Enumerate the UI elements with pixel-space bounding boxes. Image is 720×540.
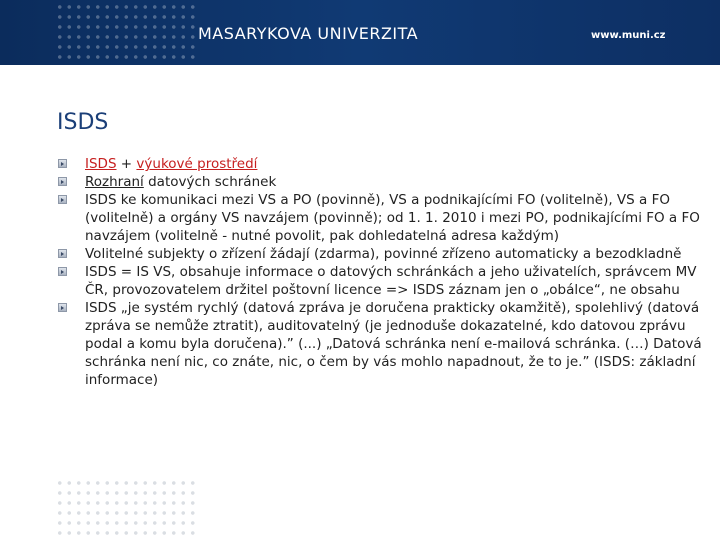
bullet-icon xyxy=(58,177,67,186)
bullet-icon xyxy=(58,249,67,258)
bullet-icon xyxy=(58,159,67,168)
bullet-item xyxy=(58,191,703,245)
bullet-list xyxy=(58,155,703,389)
slide-title: ISDS xyxy=(57,110,109,135)
bullet-icon xyxy=(58,195,67,204)
bullet-item xyxy=(58,245,703,263)
isds-link[interactable]: ISDS xyxy=(85,156,117,172)
university-name: MASARYKOVA UNIVERZITA xyxy=(198,24,419,43)
bullet-text: datových schránek xyxy=(143,174,277,190)
bullet-separator: + xyxy=(116,156,137,172)
logo-dot-grid xyxy=(55,2,195,64)
bullet-item xyxy=(58,155,703,173)
bullet-text: ISDS „je systém rychlý (datová zpráva je doručena prakticky okamžitě), spolehlivý (datová zpráva se nemůže ztratit), auditovatelný (je jednoduše dokazatelné, kdo datovou zprávu podal a komu byla doručena).” (...) „Datová schránka není e-mailová schránka. (…) Datová schránka není nic, co znáte, nic, o čem by vás mohlo napadnout, že to je.” (ISDS: základní informace) xyxy=(85,300,702,388)
rozhrani-link[interactable]: Rozhraní xyxy=(85,174,144,190)
bullet-text: Volitelné subjekty o zřízení žádají (zdarma), povinné zřízeno automaticky a bezodkladně xyxy=(85,246,682,262)
vyukove-prostredi-link[interactable]: výukové prostředí xyxy=(136,156,258,172)
bullet-item xyxy=(58,299,703,389)
bullet-text: ISDS ke komunikaci mezi VS a PO (povinně), VS a podnikajícími FO (volitelně), VS a FO (volitelně) a orgány VS navzájem (povinně); od 1. 1. 2010 i mezi PO, podnikajícími FO a FO navzájem (volitelně - nutné povolit, pak dohledatelná adresa každým) xyxy=(85,192,700,244)
website-link[interactable]: www.muni.cz xyxy=(591,30,666,41)
bullet-icon xyxy=(58,303,67,312)
header-bar xyxy=(0,0,720,65)
footer-dot-grid xyxy=(55,478,195,540)
bullet-text: ISDS = IS VS, obsahuje informace o datových schránkách a jeho uživatelích, správcem MV ČR, provozovatelem držitel poštovní licence => ISDS záznam jen o „obálce“, ne obsahu xyxy=(85,264,697,298)
bullet-item xyxy=(58,263,703,299)
bullet-icon xyxy=(58,267,67,276)
bullet-item xyxy=(58,173,703,191)
